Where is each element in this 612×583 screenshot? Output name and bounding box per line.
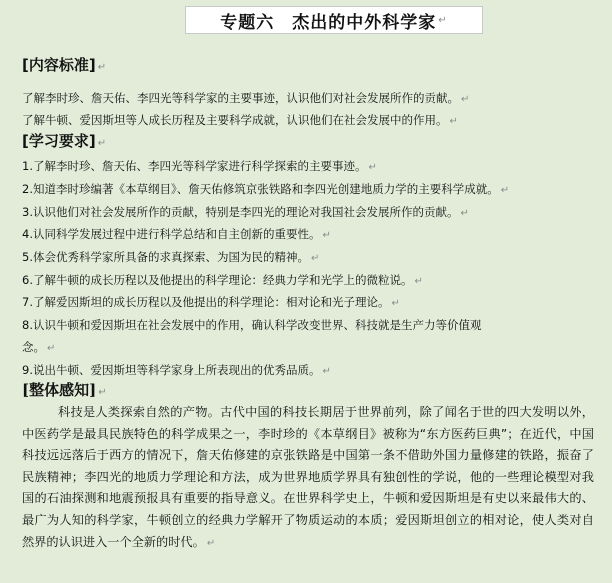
line-text: 9.说出牛顿、爱因斯坦等科学家身上所表现出的优秀品质。 [22,363,321,377]
requirement-item [22,249,319,265]
requirement-item [22,272,423,288]
return-mark-icon: ↵ [310,253,320,264]
requirement-item [22,362,331,378]
return-mark-icon: ↵ [500,185,510,196]
requirement-item [22,294,400,310]
line-text: 8.认识牛顿和爱因斯坦在社会发展中的作用，确认科学改变世界、科技就是生产力等价值观 [22,318,482,332]
return-mark-icon: ↵ [98,387,107,398]
line-text: 2.知道李时珍编著《本草纲目》、詹天佑修筑京张铁路和李四光创建地质力学的主要科学成就。 [22,182,499,196]
return-mark-icon: ↵ [322,230,331,241]
requirement-item [22,158,377,174]
requirement-item-continuation [22,339,55,355]
return-mark-icon: ↵ [368,162,377,173]
line-text: 7.了解爱因斯坦的成长历程以及他提出的科学理论：相对论和光子理论。 [22,295,390,309]
requirement-item [22,204,469,220]
line-text: 了解李时珍、詹天佑、李四光等科学家的主要事迹，认识他们对社会发展所作的贡献。 [22,91,459,105]
line-text: 念。 [22,340,45,354]
learning-requirements-heading [22,130,106,151]
line-text: 6.了解牛顿的成长历程以及他提出的科学理论：经典力学和光学上的微粒说。 [22,273,413,287]
heading-text: [整体感知] [22,381,97,399]
requirement-item [22,181,509,197]
line-text: 4.认同科学发展过程中进行科学总结和自主创新的重要性。 [22,227,321,241]
return-mark-icon: ↵ [460,208,469,219]
content-standard-line [22,112,458,128]
line-text: 了解牛顿、爱因斯坦等人成长历程及主要科学成就，认识他们在社会发展中的作用。 [22,113,448,127]
return-mark-icon: ↵ [414,276,423,287]
overall-perception-paragraph [22,402,594,554]
return-mark-icon: ↵ [449,116,458,127]
paragraph-text: 科技是人类探索自然的产物。古代中国的科技长期居于世界前列，除了闻名于世的四大发明以外，中医药学是最具民族特色的科学成果之一，李时珍的《本草纲目》被称为“东方医药巨典”；在近代，中国科技远远落后于西方的情况下，詹天佑修建的京张铁路是中国第一条不借助外国力量修建的铁路，振奋了民族精神；李四光的地质力学理论和方法，成为世界地质学界具有独创性的学说，他的一些理论模型对我国的石油探测和地震预报具有重要的指导意义。在世界科学史上，牛顿和爱因斯坦是有史以来最伟大的、最广为人知的科学家，牛顿创立的经典力学解开了物质运动的本质；爱因斯坦创立的相对论，使人类对自然界的认识进入一个全新的时代。 [22,405,594,549]
page-title: 专题六 杰出的中外科学家 [220,12,437,33]
return-mark-icon: ↵ [97,62,107,73]
heading-text: [学习要求] [22,132,96,150]
overall-perception-heading [22,379,107,400]
content-standard-line [22,90,469,106]
return-mark-icon: ↵ [47,343,56,354]
title-box [185,6,483,34]
return-mark-icon: ↵ [206,537,216,549]
return-mark-icon: ↵ [438,14,448,26]
return-mark-icon: ↵ [97,138,107,149]
line-text: 3.认识他们对社会发展所作的贡献，特别是李四光的理论对我国社会发展所作的贡献。 [22,205,459,219]
return-mark-icon: ↵ [391,298,400,309]
requirement-item [22,317,481,333]
requirement-item [22,226,331,242]
line-text: 1.了解李时珍、詹天佑、李四光等科学家进行科学探索的主要事迹。 [22,159,367,173]
return-mark-icon: ↵ [322,366,331,377]
line-text: 5.体会优秀科学家所具备的求真探索、为国为民的精神。 [22,250,309,264]
content-standard-heading [22,54,106,75]
heading-text: [内容标准] [22,56,96,74]
return-mark-icon: ↵ [461,94,470,105]
